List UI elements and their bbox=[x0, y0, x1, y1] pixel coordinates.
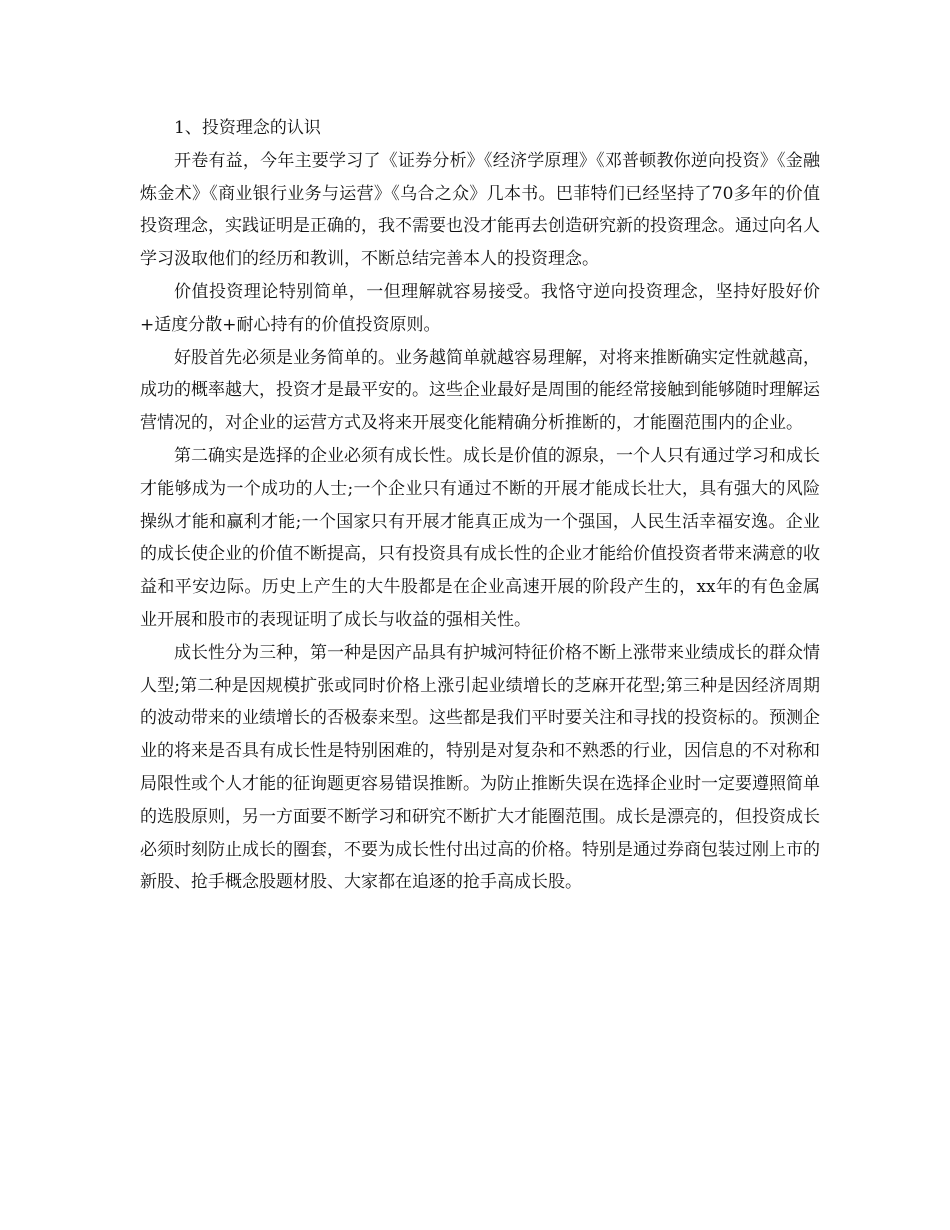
paragraph-growth: 第二确实是选择的企业必须有成长性。成长是价值的源泉，一个人只有通过学习和成长才能够成为一个成功的人士;一个企业只有通过不断的开展才能成长壮大，具有强大的风险操纵才能和赢利才能;一个国家只有开展才能真正成为一个强国，人民生活幸福安逸。企业的成长使企业的价值不断提高，只有投资具有成长性的企业才能给价值投资者带来满意的收益和平安边际。历史上产生的大牛股都是在企业高速开展的阶段产生的，xx年的有色金属业开展和股市的表现证明了成长与收益的强相关性。 bbox=[140, 445, 820, 630]
paragraph-simple-business: 好股首先必须是业务简单的。业务越简单就越容易理解，对将来推断确实定性就越高，成功的概率越大，投资才是最平安的。这些企业最好是周围的能经常接触到能够随时理解运营情况的，对企业的运营方式及将来开展变化能精确分析推断的，才能圈范围内的企业。 bbox=[140, 347, 820, 434]
paragraph-reading: 开卷有益，今年主要学习了《证券分析》《经济学原理》《邓普顿教你逆向投资》《金融炼金术》《商业银行业务与运营》《乌合之众》几本书。巴菲特们已经坚持了70多年的价值投资理念，实践证明是正确的，我不需要也没才能再去创造研究新的投资理念。通过向名人学习汲取他们的经历和教训，不断总结完善本人的投资理念。 bbox=[140, 150, 820, 270]
document-body bbox=[140, 112, 820, 899]
paragraph-value-investing: 价值投资理论特别简单，一但理解就容易接受。我恪守逆向投资理念，坚持好股好价+适度分散+耐心持有的价值投资原则。 bbox=[140, 281, 820, 335]
section-heading: 1、投资理念的认识 bbox=[174, 118, 321, 138]
paragraph-growth-types: 成长性分为三种，第一种是因产品具有护城河特征价格不断上涨带来业绩成长的群众情人型;第二种是因规模扩张或同时价格上涨引起业绩增长的芝麻开花型;第三种是因经济周期的波动带来的业绩增长的否极泰来型。这些都是我们平时要关注和寻找的投资标的。预测企业的将来是否具有成长性是特别困难的，特别是对复杂和不熟悉的行业，因信息的不对称和局限性或个人才能的征询题更容易错误推断。为防止推断失误在选择企业时一定要遵照简单的选股原则，另一方面要不断学习和研究不断扩大才能圈范围。成长是漂亮的，但投资成长必须时刻防止成长的圈套，不要为成长性付出过高的价格。特别是通过券商包装过刚上市的新股、抢手概念股题材股、大家都在追逐的抢手高成长股。 bbox=[140, 642, 820, 893]
